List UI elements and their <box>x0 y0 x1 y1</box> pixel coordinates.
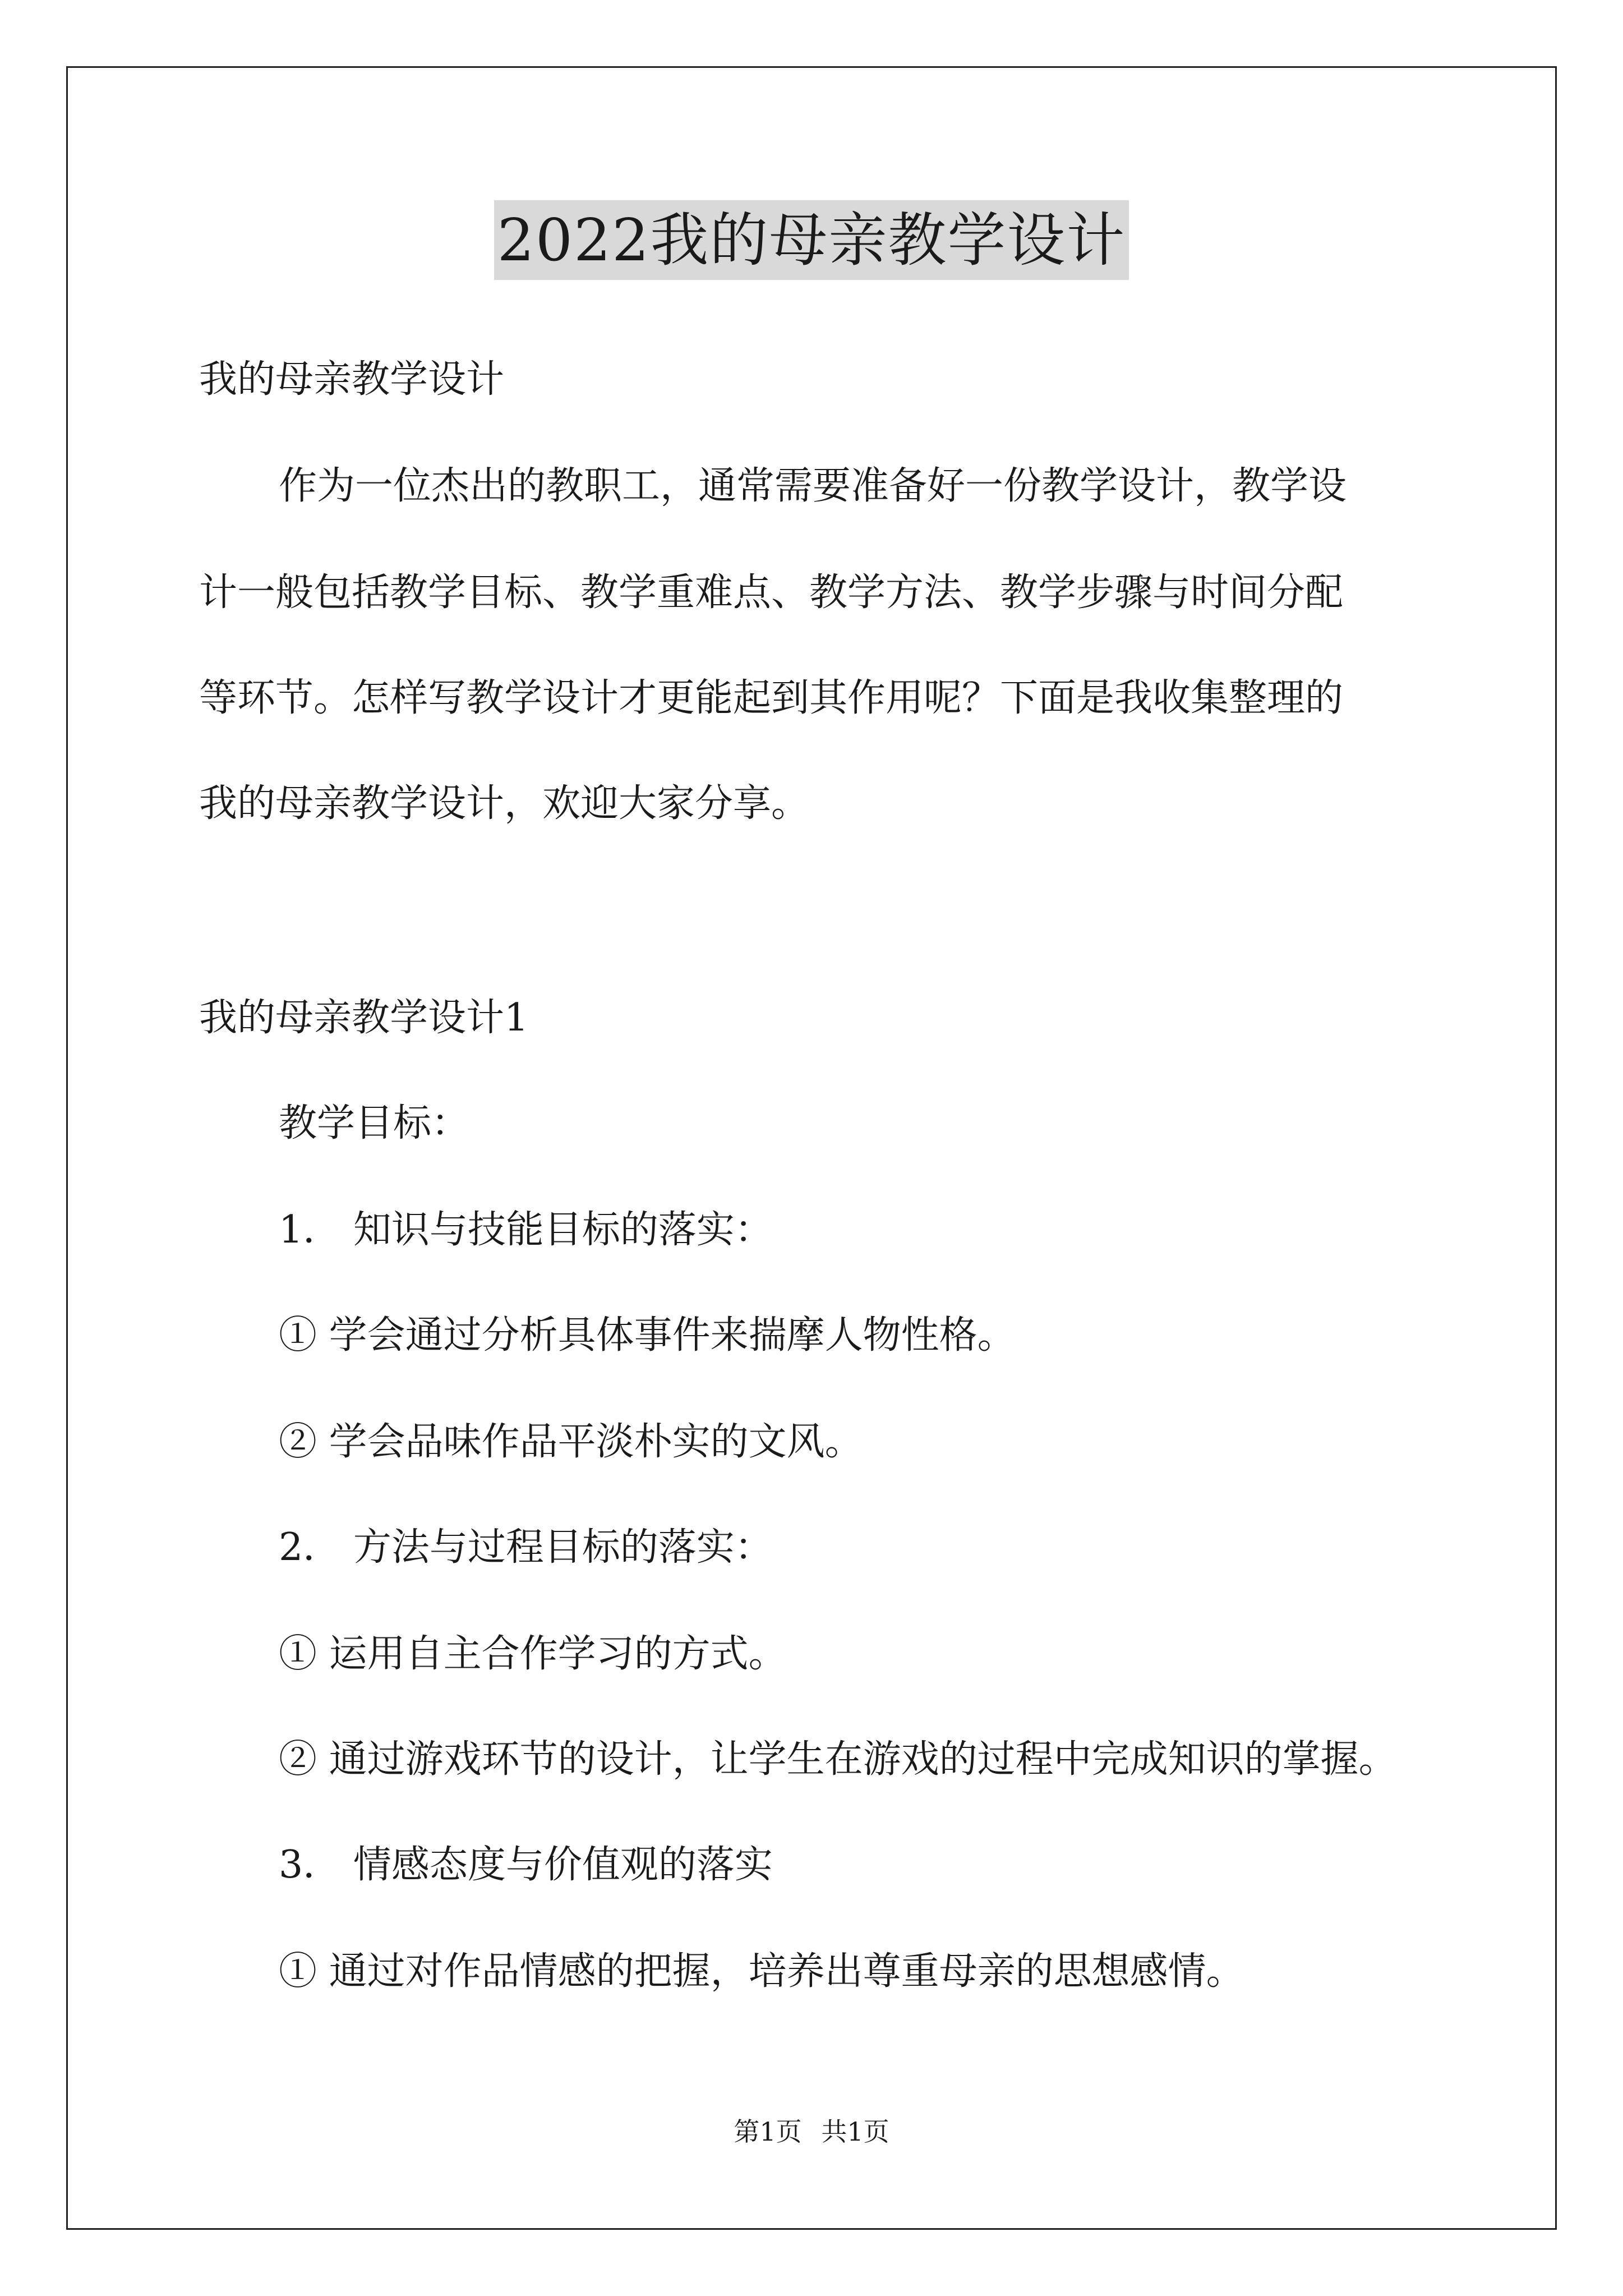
page-footer <box>0 2115 1623 2148</box>
subtitle: 我的母亲教学设计 <box>199 357 505 402</box>
list-item-2-2: ② 通过游戏环节的设计，让学生在游戏的过程中完成知识的掌握。 <box>279 1737 1397 1782</box>
list-item-3-1: ① 通过对作品情感的把握，培养出尊重母亲的思想感情。 <box>279 1949 1244 1994</box>
list-item-1-2: ② 学会品味作品平淡朴实的文风。 <box>279 1420 863 1464</box>
list-item-1-1: ① 学会通过分析具体事件来揣摩人物性格。 <box>279 1313 1016 1358</box>
section-heading: 我的母亲教学设计1 <box>199 996 529 1040</box>
teaching-goals-heading: 教学目标： <box>279 1101 470 1145</box>
list-item-2-1: ① 运用自主合作学习的方式。 <box>279 1632 787 1676</box>
document-title: 2022我的母亲教学设计 <box>494 200 1129 280</box>
intro-line-2: 计一般包括教学目标、教学重难点、教学方法、教学步骤与时间分配 <box>199 570 1344 615</box>
intro-line-3: 等环节。怎样写教学设计才更能起到其作用呢？下面是我收集整理的 <box>199 676 1344 720</box>
intro-line-4: 我的母亲教学设计，欢迎大家分享。 <box>199 781 810 826</box>
page-number: 第1页 <box>734 2116 802 2147</box>
list-item-1: 1． 知识与技能目标的落实： <box>279 1208 773 1252</box>
list-item-3: 3． 情感态度与价值观的落实 <box>279 1843 773 1887</box>
title-container <box>0 200 1623 280</box>
list-item-2: 2． 方法与过程目标的落实： <box>279 1525 773 1570</box>
intro-line-1: 作为一位杰出的教职工，通常需要准备好一份教学设计，教学设 <box>279 464 1347 508</box>
page-total: 共1页 <box>821 2116 889 2147</box>
